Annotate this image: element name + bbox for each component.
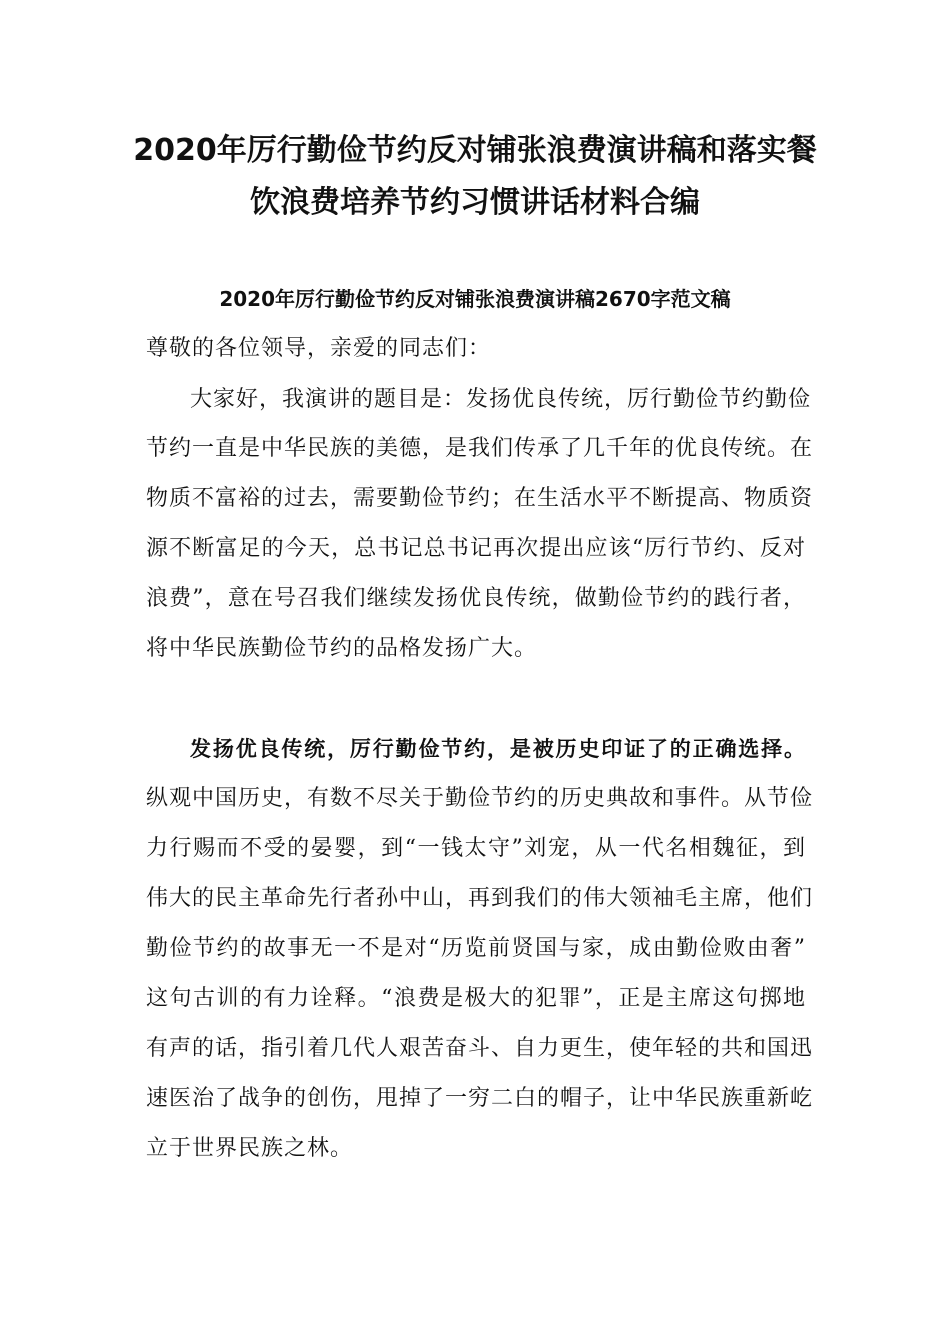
paragraph-2-line: 立于世界民族之林。 [146, 1136, 354, 1161]
paragraph-2-line: 纵观中国历史，有数不尽关于勤俭节约的历史典故和事件。从节俭 [146, 786, 814, 811]
paragraph-2-line: 速医治了战争的创伤，甩掉了一穷二白的帽子，让中华民族重新屹 [146, 1086, 814, 1111]
document-title-line-2: 饮浪费培养节约习惯讲话材料合编 [250, 185, 700, 220]
paragraph-1-line: 物质不富裕的过去，需要勤俭节约；在生活水平不断提高、物质资 [146, 486, 814, 511]
paragraph-1-line: 将中华民族勤俭节约的品格发扬广大。 [146, 636, 538, 661]
paragraph-2-line: 勤俭节约的故事无一不是对“历览前贤国与家，成由勤俭败由奢” [146, 936, 806, 961]
paragraph-1-line: 浪费”，意在号召我们继续发扬优良传统，做勤俭节约的践行者， [146, 586, 806, 611]
paragraph-1-line: 节约一直是中华民族的美德，是我们传承了几千年的优良传统。在 [146, 436, 814, 461]
document-title-line-1: 2020年厉行勤俭节约反对铺张浪费演讲稿和落实餐 [133, 133, 817, 168]
paragraph-1-line: 源不断富足的今天，总书记总书记再次提出应该“厉行节约、反对 [146, 536, 806, 561]
speech-subtitle: 2020年厉行勤俭节约反对铺张浪费演讲稿2670字范文稿 [219, 287, 731, 311]
paragraph-1-line: 大家好，我演讲的题目是：发扬优良传统，厉行勤俭节约勤俭 [190, 387, 812, 412]
paragraph-2-heading: 发扬优良传统，厉行勤俭节约，是被历史印证了的正确选择。 [190, 737, 806, 761]
paragraph-2-line: 力行赐而不受的晏婴，到“一钱太守”刘宠，从一代名相魏征，到 [146, 836, 806, 861]
paragraph-2-line: 有声的话，指引着几代人艰苦奋斗、自力更生，使年轻的共和国迅 [146, 1036, 814, 1061]
greeting: 尊敬的各位领导，亲爱的同志们： [146, 336, 492, 361]
paragraph-2-line: 这句古训的有力诠释。“浪费是极大的犯罪”，正是主席这句掷地 [146, 986, 806, 1011]
paragraph-2-line: 伟大的民主革命先行者孙中山，再到我们的伟大领袖毛主席，他们 [146, 886, 814, 911]
